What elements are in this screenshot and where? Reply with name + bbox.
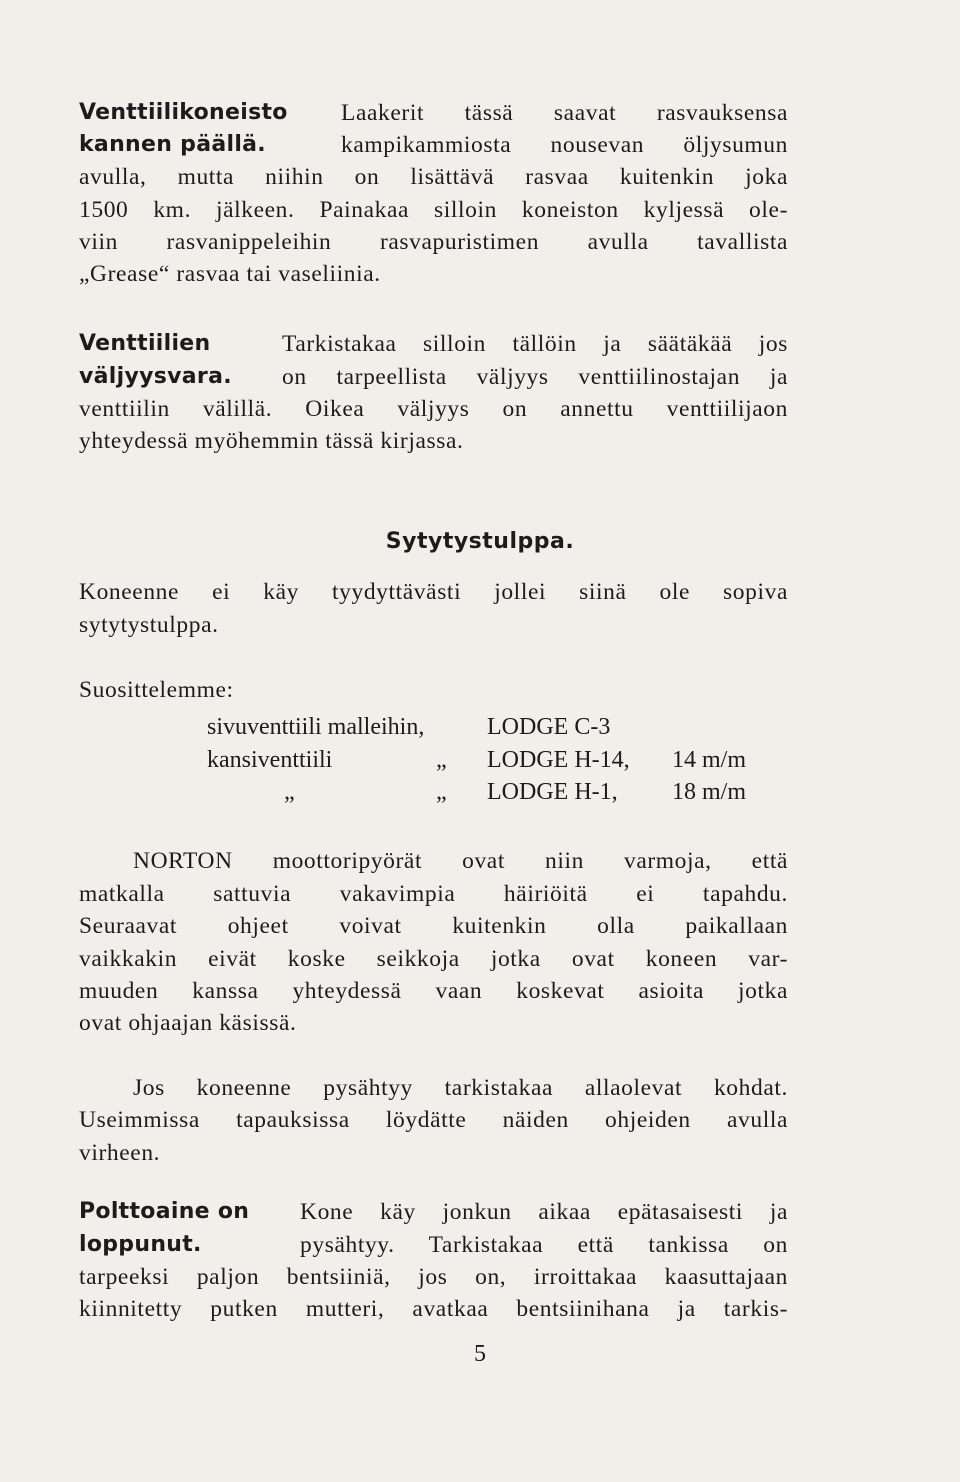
paragraph-text: kiinnitetty putken mutteri, avatkaa bentsiinihana ja tarkis- — [79, 1296, 788, 1322]
paragraph-text: viin rasvanippeleihin rasvapuristimen avulla tavallista — [79, 229, 788, 255]
paragraph-text: matkalla sattuvia vakavimpia häiriöitä ei tapahdu. — [79, 881, 788, 907]
text-line — [79, 129, 788, 161]
section-heading: Venttiilikoneisto — [79, 100, 288, 125]
text-line — [79, 361, 788, 393]
paragraph-text: kampikammiosta nousevan öljysumun — [341, 132, 788, 158]
text-line — [79, 328, 788, 360]
model-type: sivuventtiili malleihin, — [207, 714, 425, 740]
paragraph-text: yhteydessä myöhemmin tässä kirjassa. — [79, 428, 464, 454]
paragraph-text: Kone käy jonkun aikaa epätasaisesti ja — [300, 1199, 788, 1225]
recommend-label: Suosittelemme: — [79, 677, 234, 703]
section-heading: loppunut. — [79, 1232, 202, 1257]
ditto-mark: „ — [436, 747, 447, 773]
paragraph-text: on tarpeellista väljyys venttiilinostajan ja — [282, 364, 788, 390]
paragraph-text: 1500 km. jälkeen. Painakaa silloin koneiston kyljessä ole- — [79, 197, 788, 223]
paragraph-text: sytytystulppa. — [79, 612, 219, 638]
paragraph-text: muuden kanssa yhteydessä vaan koskevat asioita jotka — [79, 978, 788, 1004]
paragraph-text: Jos koneenne pysähtyy tarkistakaa allaolevat kohdat. — [133, 1075, 788, 1101]
ditto-mark: „ — [284, 779, 295, 805]
section-heading: kannen päällä. — [79, 132, 266, 157]
section-heading: Venttiilien — [79, 331, 211, 356]
paragraph-text: venttiilin välillä. Oikea väljyys on annettu venttiilijaon — [79, 396, 788, 422]
text-line — [79, 1196, 788, 1228]
paragraph-text: Seuraavat ohjeet voivat kuitenkin olla paikallaan — [79, 913, 788, 939]
ditto-mark: „ — [436, 779, 447, 805]
plug-size: 18 m/m — [672, 779, 747, 805]
text-line — [79, 1229, 788, 1261]
paragraph-text: pysähtyy. Tarkistakaa että tankissa on — [300, 1232, 788, 1258]
paragraph-text: „Grease“ rasvaa tai vaseliinia. — [79, 261, 381, 287]
plug-model: LODGE C-3 — [487, 714, 611, 740]
paragraph-text: virheen. — [79, 1140, 161, 1166]
section-heading: väljyysvara. — [79, 364, 232, 389]
paragraph-text: ovat ohjaajan käsissä. — [79, 1010, 297, 1036]
paragraph-text: avulla, mutta niihin on lisättävä rasvaa kuitenkin joka — [79, 164, 788, 190]
paragraph-text: Laakerit tässä saavat rasvauksensa — [341, 100, 788, 126]
paragraph-text: Useimmissa tapauksissa löydätte näiden ohjeiden avulla — [79, 1107, 788, 1133]
plug-model: LODGE H-14, — [487, 747, 630, 773]
paragraph-text: Koneenne ei käy tyydyttävästi jollei siinä ole sopiva — [79, 579, 788, 605]
text-line — [79, 97, 788, 129]
paragraph-text: vaikkakin eivät koske seikkoja jotka ovat koneen var- — [79, 946, 788, 972]
paragraph-text: Tarkistakaa silloin tällöin ja säätäkää jos — [282, 331, 788, 357]
paragraph-text: NORTON moottoripyörät ovat niin varmoja, että — [133, 848, 788, 874]
section-heading: Polttoaine on — [79, 1199, 250, 1224]
paragraph-text: tarpeeksi paljon bentsiiniä, jos on, irroittakaa kaasuttajaan — [79, 1264, 788, 1290]
page-number: 5 — [474, 1341, 486, 1367]
plug-size: 14 m/m — [672, 747, 747, 773]
section-title: Sytytystulppa. — [385, 529, 575, 554]
plug-model: LODGE H-1, — [487, 779, 618, 805]
model-type: kansiventtiili — [207, 747, 333, 773]
